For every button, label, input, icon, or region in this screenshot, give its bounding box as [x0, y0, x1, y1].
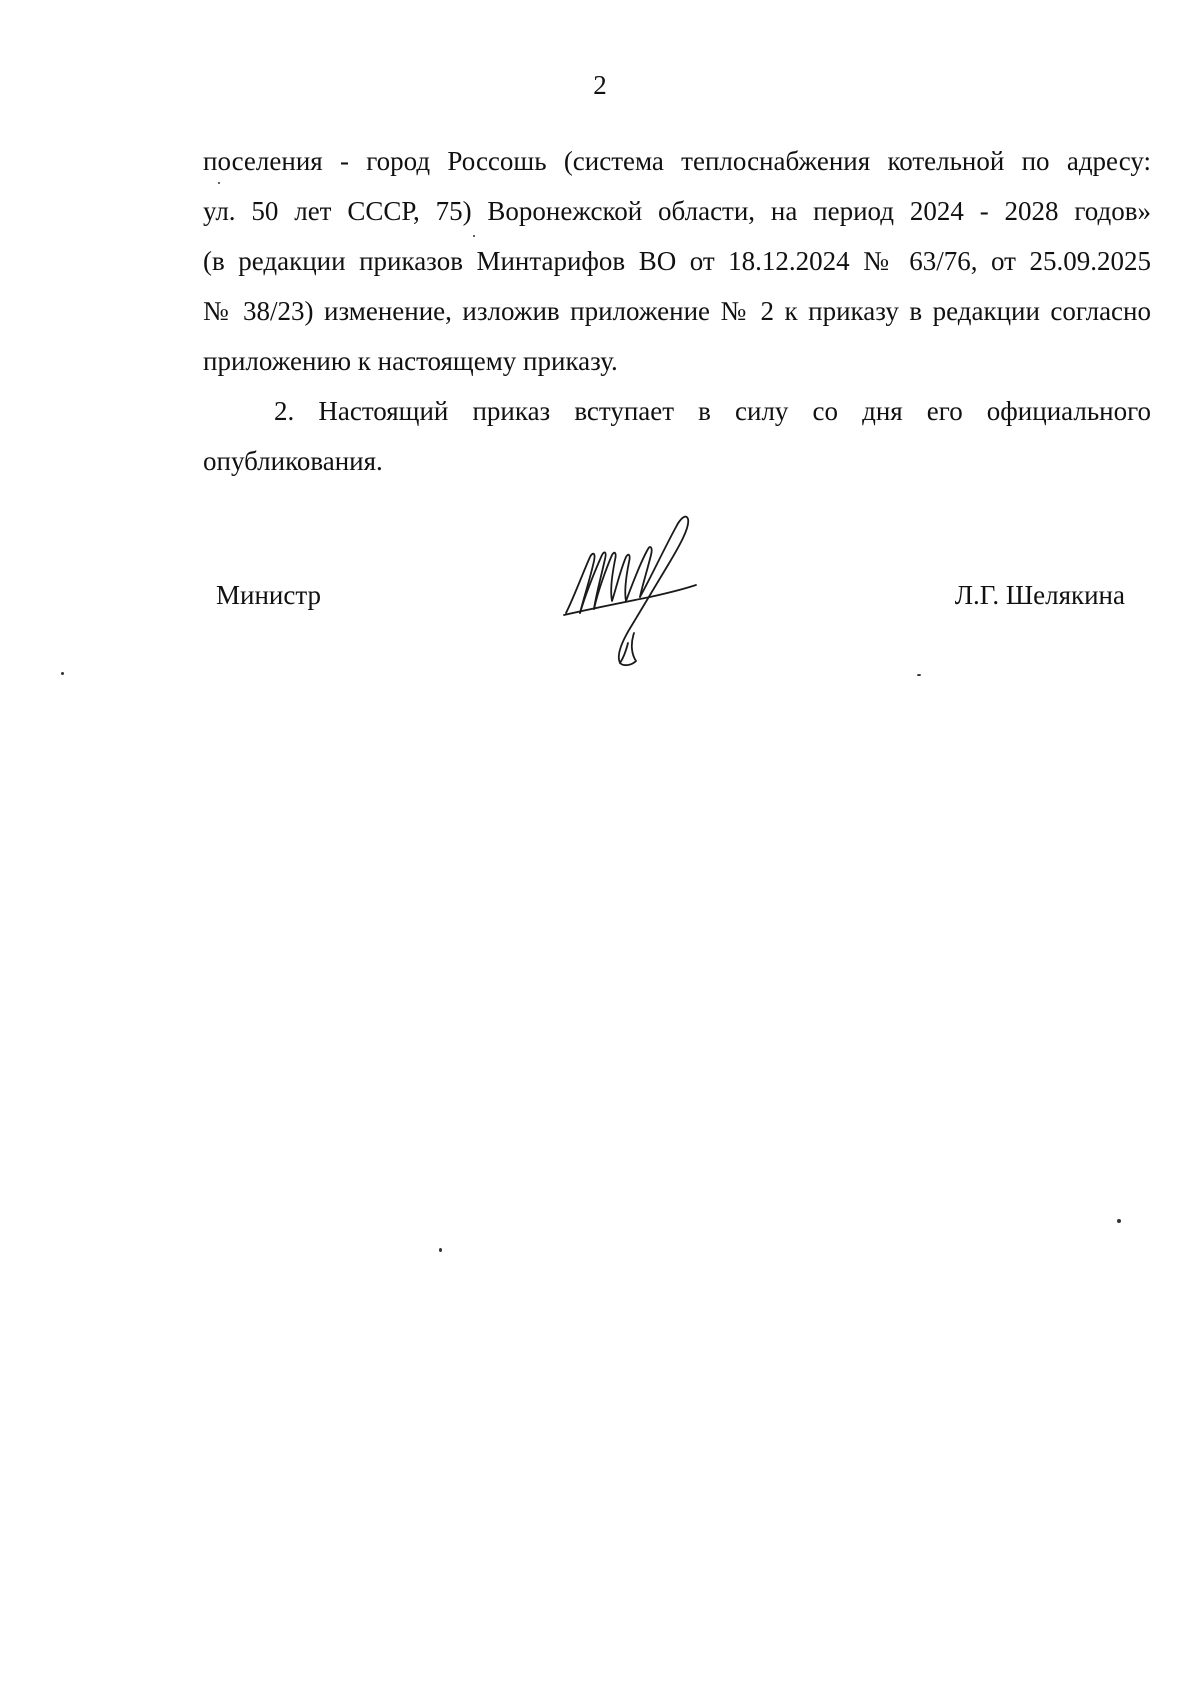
scan-speck — [473, 235, 475, 237]
document-body — [203, 136, 1151, 486]
paragraph-1-line-2: ул. 50 лет СССР, 75) Воронежской области, на период 2024 - 2028 годов» — [203, 196, 1151, 226]
scan-speck — [1117, 1219, 1121, 1223]
paragraph-2-line-1: 2. Настоящий приказ вступает в силу со дня его официального — [274, 396, 1151, 426]
handwritten-signature — [560, 505, 720, 670]
paragraph-1-line-3: (в редакции приказов Минтарифов ВО от 18.12.2024 № 63/76, от 25.09.2025 — [203, 246, 1151, 276]
scan-speck — [218, 182, 220, 184]
signer-title: Министр — [216, 580, 321, 610]
paragraph-2-line-2: опубликования. — [203, 446, 383, 476]
scan-speck — [439, 1248, 442, 1252]
page-number: 2 — [593, 70, 607, 100]
scan-speck — [61, 672, 64, 675]
scan-speck — [917, 674, 921, 676]
signer-name: Л.Г. Шелякина — [954, 580, 1125, 610]
paragraph-1-line-1: поселения - город Россошь (система теплоснабжения котельной по адресу: — [203, 146, 1151, 176]
paragraph-1-line-4: № 38/23) изменение, изложив приложение № 2 к приказу в редакции согласно — [203, 296, 1151, 326]
paragraph-1-line-5: приложению к настоящему приказу. — [203, 346, 618, 376]
